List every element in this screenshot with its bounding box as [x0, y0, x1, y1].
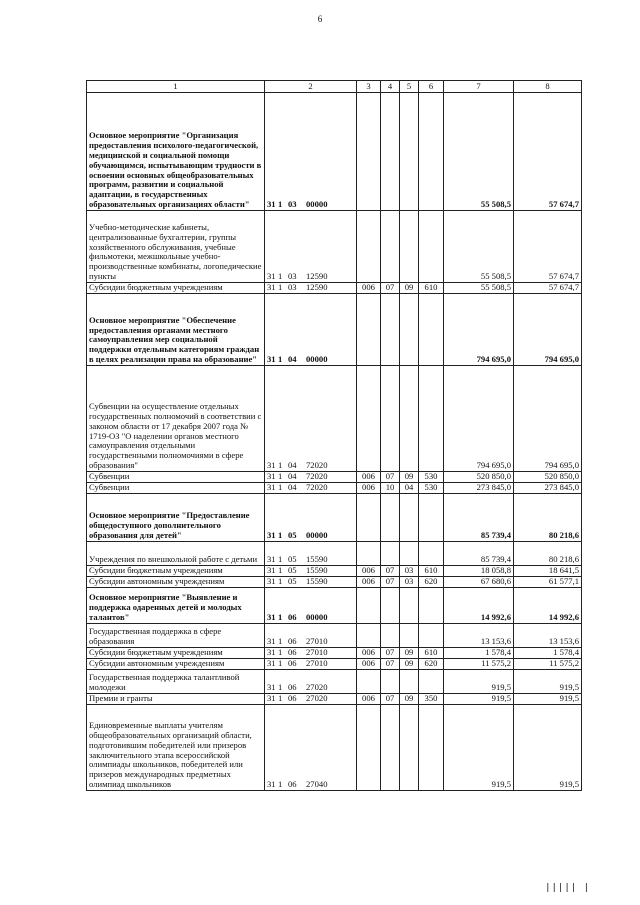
amount-col-8: 919,5 — [514, 670, 582, 694]
row-name: Субсидии бюджетным учреждениям — [87, 283, 265, 294]
row-name: Основное мероприятие "Предоставление общедоступного дополнительного образования для детей" — [87, 494, 265, 542]
code-part: 1 — [278, 554, 283, 565]
amount-col-8: 57 674,7 — [514, 283, 582, 294]
amount-col-8: 11 575,2 — [514, 659, 582, 670]
code-col-6: 620 — [419, 659, 444, 670]
table-row — [87, 670, 582, 694]
row-name: Субсидии бюджетным учреждениям — [87, 648, 265, 659]
amount-col-7: 55 508,5 — [444, 211, 514, 283]
code-part: 06 — [288, 636, 297, 647]
amount-col-7: 67 680,6 — [444, 577, 514, 588]
code-col-3 — [357, 294, 381, 366]
row-name: Субвенции на осуществление отдельных государственных полномочий в соответствии с законом области от 17 декабря 2007 года № 1719-ОЗ "О наделении органов местного самоуправления отдельными государственными полномочиями в сфере образования" — [87, 366, 265, 472]
code-col-3: 006 — [357, 566, 381, 577]
code-col-6 — [419, 93, 444, 211]
classification-code — [265, 283, 357, 294]
code-part: 1 — [278, 576, 283, 587]
code-col-5: 09 — [400, 648, 419, 659]
code-col-6: 620 — [419, 577, 444, 588]
table-row — [87, 624, 582, 648]
code-part: 31 — [267, 530, 276, 541]
code-col-6: 530 — [419, 483, 444, 494]
code-col-5: 09 — [400, 472, 419, 483]
column-header: 8 — [514, 81, 582, 93]
classification-code — [265, 366, 357, 472]
table-row — [87, 566, 582, 577]
code-part: 05 — [288, 530, 297, 541]
code-col-5 — [400, 670, 419, 694]
code-part: 31 — [267, 282, 276, 293]
code-col-5 — [400, 494, 419, 542]
code-col-3: 006 — [357, 283, 381, 294]
code-part: 1 — [278, 530, 283, 541]
code-part: 00000 — [306, 199, 328, 210]
code-part: 31 — [267, 554, 276, 565]
amount-col-8: 919,5 — [514, 705, 582, 791]
amount-col-8: 273 845,0 — [514, 483, 582, 494]
classification-code — [265, 577, 357, 588]
classification-code — [265, 472, 357, 483]
row-name: Основное мероприятие "Обеспечение предоставления органами местного самоуправления мер социальной поддержки отдельным категориям граждан в целях реализации права на образование" — [87, 294, 265, 366]
code-part: 1 — [278, 636, 283, 647]
code-col-6 — [419, 588, 444, 624]
classification-code — [265, 211, 357, 283]
code-part: 15590 — [306, 576, 328, 587]
code-part: 05 — [288, 576, 297, 587]
code-col-6: 610 — [419, 566, 444, 577]
code-part: 05 — [288, 565, 297, 576]
classification-code — [265, 542, 357, 566]
code-col-3: 006 — [357, 577, 381, 588]
table-row — [87, 577, 582, 588]
code-col-5: 03 — [400, 577, 419, 588]
amount-col-8: 14 992,6 — [514, 588, 582, 624]
code-part: 72020 — [306, 482, 328, 493]
classification-code — [265, 659, 357, 670]
column-header: 1 — [87, 81, 265, 93]
code-col-5: 09 — [400, 659, 419, 670]
code-col-6 — [419, 494, 444, 542]
code-col-4 — [381, 588, 400, 624]
table-row — [87, 472, 582, 483]
code-part: 1 — [278, 693, 283, 704]
code-col-3 — [357, 93, 381, 211]
code-col-4: 07 — [381, 577, 400, 588]
code-part: 06 — [288, 779, 297, 790]
code-col-3: 006 — [357, 659, 381, 670]
amount-col-8: 794 695,0 — [514, 294, 582, 366]
code-col-6 — [419, 542, 444, 566]
code-part: 31 — [267, 658, 276, 669]
row-name: Субвенции — [87, 483, 265, 494]
code-col-6: 610 — [419, 648, 444, 659]
code-part: 12590 — [306, 271, 328, 282]
code-part: 04 — [288, 482, 297, 493]
row-name: Учебно-методические кабинеты, централизованные бухгалтерии, группы хозяйственного обслуживания, учебные фильмотеки, межшкольные учебно-производственные комбинаты, логопедические пункты — [87, 211, 265, 283]
column-header: 3 — [357, 81, 381, 93]
classification-code — [265, 566, 357, 577]
code-col-6: 530 — [419, 472, 444, 483]
amount-col-8: 1 578,4 — [514, 648, 582, 659]
classification-code — [265, 494, 357, 542]
code-col-6 — [419, 670, 444, 694]
code-col-4 — [381, 294, 400, 366]
amount-col-8: 18 641,5 — [514, 566, 582, 577]
code-part: 31 — [267, 612, 276, 623]
code-col-5: 09 — [400, 694, 419, 705]
table-row — [87, 294, 582, 366]
code-part: 06 — [288, 647, 297, 658]
code-part: 15590 — [306, 554, 328, 565]
table-header-row — [87, 81, 582, 93]
code-col-4: 07 — [381, 472, 400, 483]
code-col-4 — [381, 211, 400, 283]
classification-code — [265, 705, 357, 791]
table-row — [87, 659, 582, 670]
amount-col-7: 13 153,6 — [444, 624, 514, 648]
amount-col-7: 520 850,0 — [444, 472, 514, 483]
amount-col-7: 11 575,2 — [444, 659, 514, 670]
table-row — [87, 366, 582, 472]
row-name: Субвенции — [87, 472, 265, 483]
amount-col-7: 85 739,4 — [444, 542, 514, 566]
code-part: 31 — [267, 354, 276, 365]
code-part: 1 — [278, 354, 283, 365]
row-name: Государственная поддержка талантливой молодежи — [87, 670, 265, 694]
code-part: 04 — [288, 354, 297, 365]
code-part: 06 — [288, 682, 297, 693]
column-header: 6 — [419, 81, 444, 93]
code-col-3: 006 — [357, 483, 381, 494]
code-col-5 — [400, 93, 419, 211]
code-part: 06 — [288, 658, 297, 669]
code-part: 1 — [278, 682, 283, 693]
code-part: 31 — [267, 471, 276, 482]
code-col-3 — [357, 588, 381, 624]
code-col-5: 04 — [400, 483, 419, 494]
table-row — [87, 211, 582, 283]
code-part: 1 — [278, 282, 283, 293]
code-part: 03 — [288, 199, 297, 210]
code-col-6 — [419, 624, 444, 648]
amount-col-8: 61 577,1 — [514, 577, 582, 588]
code-part: 1 — [278, 471, 283, 482]
code-part: 1 — [278, 199, 283, 210]
code-col-5 — [400, 624, 419, 648]
code-col-4 — [381, 542, 400, 566]
code-col-4 — [381, 494, 400, 542]
column-header: 4 — [381, 81, 400, 93]
amount-col-8: 794 695,0 — [514, 366, 582, 472]
amount-col-8: 57 674,7 — [514, 93, 582, 211]
table-row — [87, 648, 582, 659]
code-col-3 — [357, 542, 381, 566]
code-part: 04 — [288, 471, 297, 482]
code-col-4 — [381, 705, 400, 791]
table-row — [87, 283, 582, 294]
code-col-3 — [357, 366, 381, 472]
table-row — [87, 93, 582, 211]
code-part: 00000 — [306, 612, 328, 623]
row-name: Единовременные выплаты учителям общеобразовательных организаций области, подготовившим победителей или призеров заключительного этапа всероссийской олимпиады школьников, победителей или призеров международных предметных олимпиад школьников — [87, 705, 265, 791]
code-part: 06 — [288, 612, 297, 623]
code-col-6 — [419, 366, 444, 472]
code-part: 31 — [267, 482, 276, 493]
row-name: Основное мероприятие "Организация предоставления психолого-педагогической, медицинской и социальной помощи обучающимся, испытывающим трудности в освоении основных общеобразовательных программ, развитии и социальной адаптации, в государственных образовательных организациях области" — [87, 93, 265, 211]
code-part: 27010 — [306, 647, 328, 658]
code-part: 27040 — [306, 779, 328, 790]
code-col-4: 07 — [381, 694, 400, 705]
code-col-3: 006 — [357, 472, 381, 483]
code-part: 27010 — [306, 658, 328, 669]
amount-col-8: 520 850,0 — [514, 472, 582, 483]
amount-col-8: 919,5 — [514, 694, 582, 705]
table-row — [87, 494, 582, 542]
classification-code — [265, 294, 357, 366]
code-col-4: 10 — [381, 483, 400, 494]
row-name: Премии и гранты — [87, 694, 265, 705]
code-part: 1 — [278, 647, 283, 658]
code-part: 03 — [288, 271, 297, 282]
code-col-3: 006 — [357, 648, 381, 659]
row-name: Учреждения по внешкольной работе с детьми — [87, 542, 265, 566]
amount-col-7: 18 058,8 — [444, 566, 514, 577]
code-col-5 — [400, 294, 419, 366]
code-part: 00000 — [306, 354, 328, 365]
code-col-4 — [381, 670, 400, 694]
code-col-5 — [400, 705, 419, 791]
code-part: 72020 — [306, 471, 328, 482]
amount-col-7: 1 578,4 — [444, 648, 514, 659]
code-part: 1 — [278, 658, 283, 669]
amount-col-7: 55 508,5 — [444, 93, 514, 211]
code-part: 72020 — [306, 460, 328, 471]
code-part: 00000 — [306, 530, 328, 541]
code-part: 1 — [278, 612, 283, 623]
amount-col-7: 794 695,0 — [444, 366, 514, 472]
amount-col-7: 14 992,6 — [444, 588, 514, 624]
column-header: 7 — [444, 81, 514, 93]
code-col-4 — [381, 93, 400, 211]
page-number: 6 — [317, 14, 323, 24]
row-name: Субсидии автономным учреждениям — [87, 659, 265, 670]
code-col-3 — [357, 670, 381, 694]
code-col-6 — [419, 705, 444, 791]
classification-code — [265, 648, 357, 659]
code-col-4: 07 — [381, 566, 400, 577]
code-part: 03 — [288, 282, 297, 293]
code-col-3: 006 — [357, 694, 381, 705]
code-col-5: 03 — [400, 566, 419, 577]
code-part: 1 — [278, 460, 283, 471]
code-col-4: 07 — [381, 283, 400, 294]
code-part: 31 — [267, 199, 276, 210]
code-col-3 — [357, 211, 381, 283]
code-col-4 — [381, 624, 400, 648]
table-row — [87, 542, 582, 566]
code-col-3 — [357, 494, 381, 542]
code-part: 31 — [267, 271, 276, 282]
code-col-3 — [357, 624, 381, 648]
row-name: Основное мероприятие "Выявление и поддержка одаренных детей и молодых талантов" — [87, 588, 265, 624]
classification-code — [265, 624, 357, 648]
table-row — [87, 705, 582, 791]
classification-code — [265, 483, 357, 494]
amount-col-8: 13 153,6 — [514, 624, 582, 648]
amount-col-7: 919,5 — [444, 670, 514, 694]
code-col-5 — [400, 211, 419, 283]
code-part: 31 — [267, 682, 276, 693]
table-row — [87, 483, 582, 494]
code-col-6 — [419, 294, 444, 366]
amount-col-7: 919,5 — [444, 705, 514, 791]
code-part: 31 — [267, 779, 276, 790]
amount-col-8: 57 674,7 — [514, 211, 582, 283]
code-col-4 — [381, 366, 400, 472]
code-part: 1 — [278, 482, 283, 493]
code-part: 15590 — [306, 565, 328, 576]
classification-code — [265, 694, 357, 705]
code-col-6 — [419, 211, 444, 283]
row-name: Государственная поддержка в сфере образования — [87, 624, 265, 648]
classification-code — [265, 93, 357, 211]
code-part: 31 — [267, 647, 276, 658]
code-part: 31 — [267, 576, 276, 587]
code-part: 1 — [278, 779, 283, 790]
column-header: 5 — [400, 81, 419, 93]
table-row — [87, 694, 582, 705]
footer-mark: ||||| | — [545, 883, 590, 893]
code-col-5 — [400, 542, 419, 566]
amount-col-7: 273 845,0 — [444, 483, 514, 494]
amount-col-8: 80 218,6 — [514, 542, 582, 566]
classification-code — [265, 588, 357, 624]
amount-col-8: 80 218,6 — [514, 494, 582, 542]
code-part: 27020 — [306, 693, 328, 704]
code-col-4: 07 — [381, 648, 400, 659]
amount-col-7: 85 739,4 — [444, 494, 514, 542]
code-part: 27020 — [306, 682, 328, 693]
amount-col-7: 794 695,0 — [444, 294, 514, 366]
amount-col-7: 919,5 — [444, 694, 514, 705]
code-part: 06 — [288, 693, 297, 704]
table-row — [87, 588, 582, 624]
row-name: Субсидии автономным учреждениям — [87, 577, 265, 588]
code-part: 1 — [278, 565, 283, 576]
code-col-5 — [400, 366, 419, 472]
code-col-6: 610 — [419, 283, 444, 294]
code-part: 1 — [278, 271, 283, 282]
code-part: 04 — [288, 460, 297, 471]
code-part: 31 — [267, 693, 276, 704]
code-part: 05 — [288, 554, 297, 565]
code-col-4: 07 — [381, 659, 400, 670]
row-name: Субсидии бюджетным учреждениям — [87, 566, 265, 577]
code-col-3 — [357, 705, 381, 791]
code-part: 31 — [267, 565, 276, 576]
code-part: 12590 — [306, 282, 328, 293]
code-col-6: 350 — [419, 694, 444, 705]
column-header: 2 — [265, 81, 357, 93]
classification-code — [265, 670, 357, 694]
amount-col-7: 55 508,5 — [444, 283, 514, 294]
code-part: 31 — [267, 636, 276, 647]
code-part: 27010 — [306, 636, 328, 647]
code-col-5: 09 — [400, 283, 419, 294]
budget-table — [86, 80, 582, 791]
code-col-5 — [400, 588, 419, 624]
code-part: 31 — [267, 460, 276, 471]
